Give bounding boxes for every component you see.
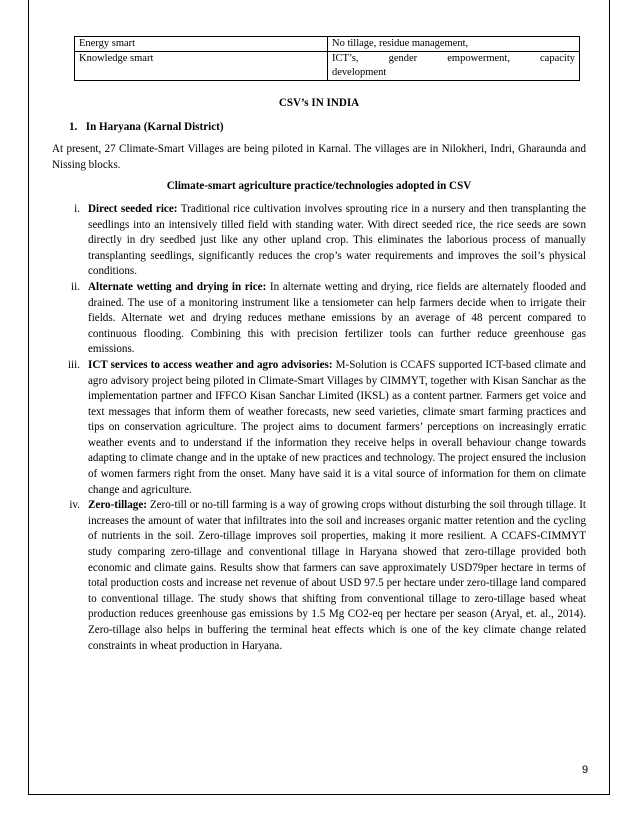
smart-practices-table	[74, 36, 580, 81]
practice-heading: Alternate wetting and drying in rice:	[88, 280, 267, 293]
list-numeral: iv.	[69, 499, 80, 512]
practice-text: In alternate wetting and drying, rice fields are alternately flooded and drained. The use of a monitoring instrument like a tensiometer can help farmers decide when to irrigate their fields. Alternate wet and drying reduces methane emissions by an average of 48 percent compared to continuous flooding. Combining this with precision fertilizer tools can further reduce greenhouse gas emissions.	[88, 280, 586, 356]
practices-title: Climate-smart agriculture practice/technologies adopted in CSV	[166, 180, 472, 193]
intro-paragraph: At present, 27 Climate-Smart Villages are being piloted in Karnal. The villages are in Nilokheri, Indri, Gharaunda and Nissing blocks.	[52, 143, 586, 171]
list-numeral: ii.	[71, 280, 80, 293]
practice-text: Zero-till or no-till farming is a way of growing crops without disturbing the soil through tillage. It increases the amount of water that infiltrates into the soil and increases organic matter retention and the cycling of nutrients in the soil. Zero-tillage improves soil properties, making it more resilient. A CCAFS-CIMMYT study comparing zero-tillage and conventional tillage in Haryana showed that zero-tillage provided both economic and climate gains. Results show that farmers can save approximately USD79per hectare in terms of total production costs and increase net revenue of about USD 97.5 per hectare under zero-tillage land compared to conventional tillage. The study shows that shifting from conventional tillage to zero-tillage based wheat production reduces greenhouse gas emissions by 1.5 Mg CO2-eq per hectare per season (Aryal, et. al., 2014). Zero-tillage also helps in buffering the terminal heat effects which is one of the key climate change related constraints in wheat production in Haryana.	[88, 499, 586, 652]
practices-list	[52, 202, 586, 654]
subsection-number: 1.	[69, 120, 78, 133]
practice-text: M-Solution is CCAFS supported ICT-based climate and agro advisory project being piloted in Climate-Smart Villages by CIMMYT, together with Kisan Sanchar as the implementation partner and IFFCO Kisan Sanchar Limited (IKSL) as a content partner. Farmers get voice and text messages that inform them of weather forecasts, new seed varieties, climate smart farming practices and tips on conservation agriculture. The project aims to document farmers’ perceptions on increasingly erratic weather events and to understand if the information they receive helps in overall behaviour change towards adapting to climate change and in the uptake of new practices and technology. The project ensured the inclusion of women farmers right from the onset. Many have said it is a vital source of information for them on climate change and agriculture.	[88, 358, 586, 496]
practice-heading: Direct seeded rice:	[88, 202, 178, 215]
list-numeral: i.	[74, 202, 80, 215]
table-cell-line: development	[332, 67, 387, 78]
list-item	[52, 358, 586, 498]
list-item	[52, 202, 586, 280]
table-cell-category: Knowledge smart	[75, 52, 328, 81]
table-row	[75, 37, 580, 52]
table-row	[75, 52, 580, 81]
list-item	[52, 280, 586, 358]
practice-text: Traditional rice cultivation involves sprouting rice in a nursery and then transplanting the seedlings into an intensively tilled field with standing water. With direct seeded rice, the rice seeds are sown directly in dry seedbed just like any other upland crop. This eliminates the laborious process of manually transplanting seedlings, significantly reduces the crop’s water requirements and improves the soil’s physical conditions.	[88, 202, 586, 278]
practice-heading: ICT services to access weather and agro advisories:	[88, 358, 333, 371]
section-title: CSV’s IN INDIA	[278, 97, 360, 109]
page-number: 9	[582, 764, 589, 776]
list-numeral: iii.	[67, 358, 80, 371]
subsection-heading	[52, 120, 586, 136]
page-content	[52, 96, 586, 654]
table-cell-practice	[328, 52, 580, 81]
table-cell-line: ICT’s, gender empowerment, capacity	[332, 53, 575, 64]
table-cell-practice: No tillage, residue management,	[328, 37, 580, 52]
subsection-title: In Haryana (Karnal District)	[85, 120, 224, 133]
list-item	[52, 498, 586, 654]
table-cell-category: Energy smart	[75, 37, 328, 52]
practice-heading: Zero-tillage:	[88, 499, 147, 512]
